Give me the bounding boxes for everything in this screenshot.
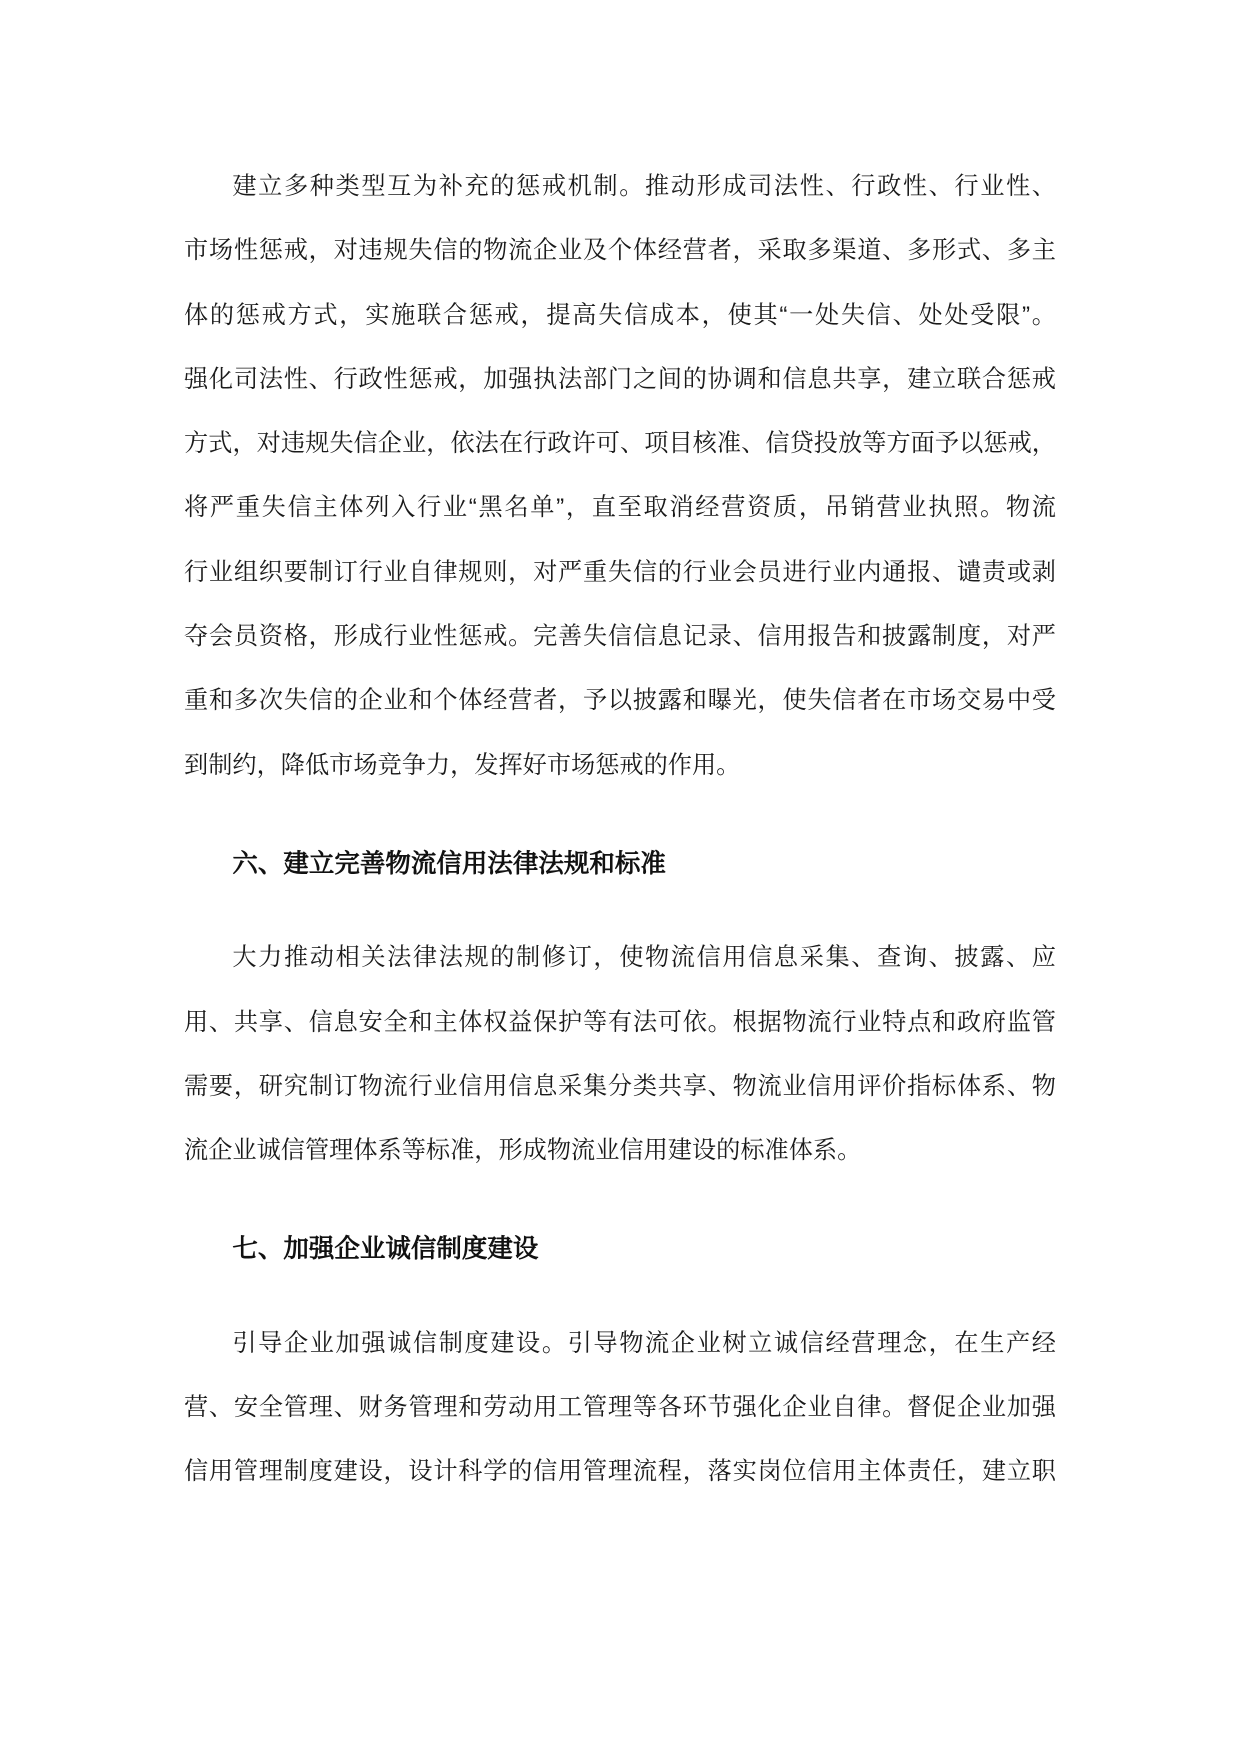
text-line: 夺会员资格，形成行业性惩戒。完善失信信息记录、信用报告和披露制度，对严 [184,623,1056,651]
text-line: 流企业诚信管理体系等标准，形成物流业信用建设的标准体系。 [184,1137,862,1165]
text-line: 大力推动相关法律法规的制修订，使物流信用信息采集、查询、披露、应 [232,944,1056,972]
text-line: 建立多种类型互为补充的惩戒机制。推动形成司法性、行政性、行业性、 [232,173,1056,200]
text-line: 行业组织要制订行业自律规则，对严重失信的行业会员进行业内通报、谴责或剥 [184,558,1056,586]
section-heading: 七、加强企业诚信制度建设 [232,1235,539,1264]
text-line: 用、共享、信息安全和主体权益保护等有法可依。根据物流行业特点和政府监管 [184,1008,1056,1036]
paragraph [184,1312,1056,1505]
paragraph [184,155,1056,798]
paragraph [184,926,1056,1183]
text-line: 需要，研究制订物流行业信用信息采集分类共享、物流业信用评价指标体系、物 [184,1072,1056,1100]
text-line: 营、安全管理、财务管理和劳动用工管理等各环节强化企业自律。督促企业加强 [184,1394,1056,1422]
text-line: 市场性惩戒，对违规失信的物流企业及个体经营者，采取多渠道、多形式、多主 [184,237,1056,265]
text-line: 将严重失信主体列入行业“黑名单”，直至取消经营资质，吊销营业执照。物流 [184,494,1056,522]
text-line: 方式，对违规失信企业，依法在行政许可、项目核准、信贷投放等方面予以惩戒， [184,430,1056,458]
document-body [184,155,1056,1505]
text-line: 强化司法性、行政性惩戒，加强执法部门之间的协调和信息共享，建立联合惩戒 [184,365,1056,393]
text-line: 信用管理制度建设，设计科学的信用管理流程，落实岗位信用主体责任，建立职 [184,1458,1056,1486]
text-line: 到制约，降低市场竞争力，发挥好市场惩戒的作用。 [184,751,741,779]
text-line: 体的惩戒方式，实施联合惩戒，提高失信成本，使其“一处失信、处处受限”。 [184,301,1056,329]
section-heading: 六、建立完善物流信用法律法规和标准 [232,849,666,878]
text-line: 重和多次失信的企业和个体经营者，予以披露和曝光，使失信者在市场交易中受 [184,687,1056,715]
text-line: 引导企业加强诚信制度建设。引导物流企业树立诚信经营理念，在生产经 [232,1329,1056,1357]
